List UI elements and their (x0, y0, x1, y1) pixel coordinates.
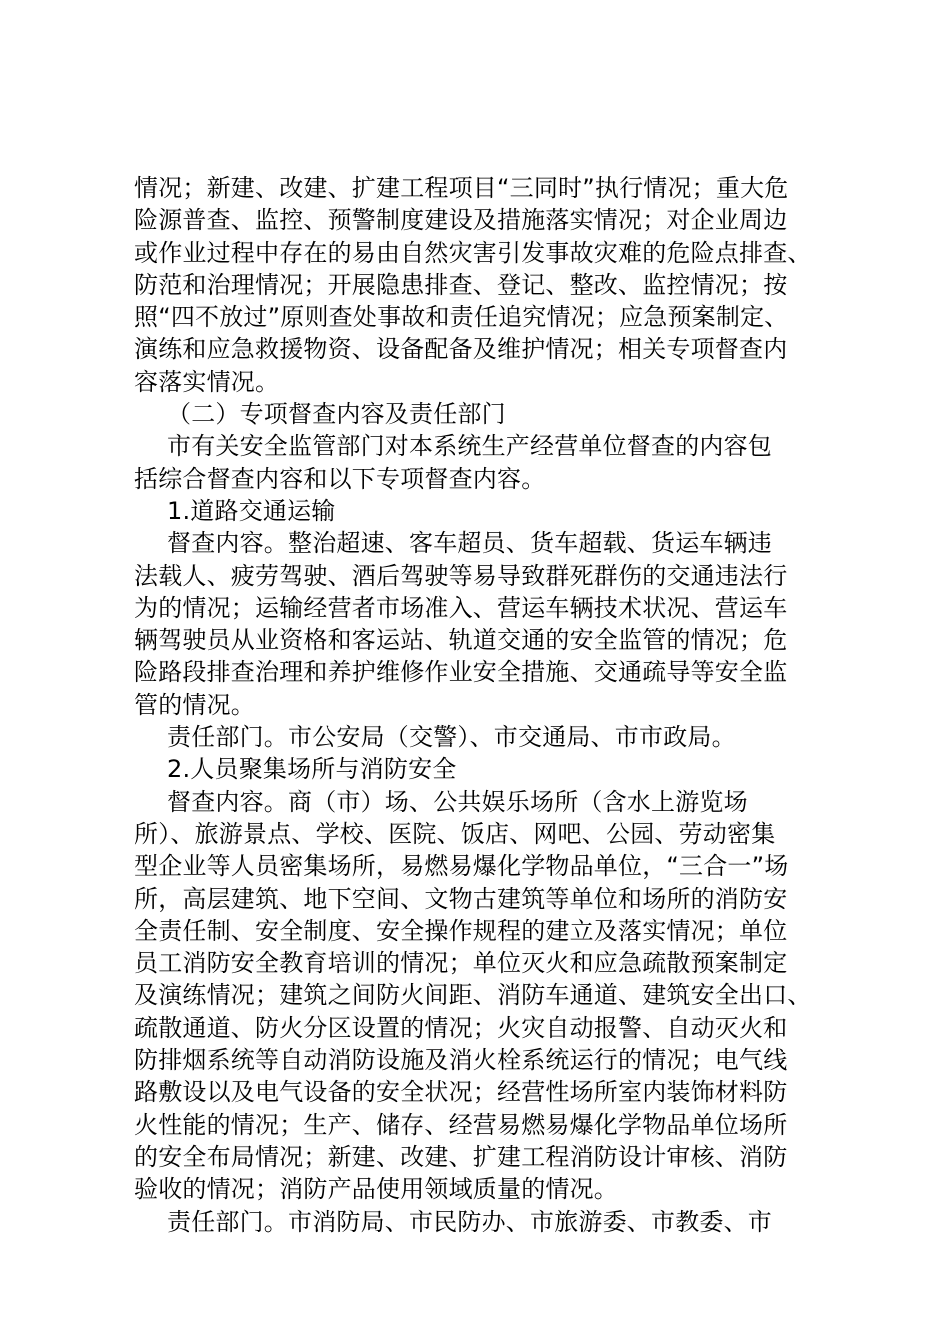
text-line: 火性能的情况；生产、储存、经营易燃易爆化学物品单位场所 (134, 1110, 788, 1139)
text-line: 法载人、疲劳驾驶、酒后驾驶等易导致群死群伤的交通违法行 (134, 561, 788, 590)
text-line: 全责任制、安全制度、安全操作规程的建立及落实情况；单位 (134, 916, 788, 945)
text-line: 管的情况。 (134, 690, 255, 719)
text-line: 演练和应急救援物资、设备配备及维护情况；相关专项督查内 (134, 335, 788, 364)
text-line: 照“四不放过”原则查处事故和责任追究情况；应急预案制定、 (134, 303, 789, 332)
text-line: 疏散通道、防火分区设置的情况；火灾自动报警、自动灭火和 (134, 1013, 788, 1042)
text-line: 辆驾驶员从业资格和客运站、轨道交通的安全监管的情况；危 (134, 626, 788, 655)
text-line: 所，高层建筑、地下空间、文物古建筑等单位和场所的消防安 (134, 884, 788, 913)
text-line: 责任部门。市公安局（交警）、市交通局、市市政局。 (167, 723, 736, 752)
text-line: 督查内容。整治超速、客车超员、货车超载、货运车辆违 (167, 529, 772, 558)
text-line: 的安全布局情况；新建、改建、扩建工程消防设计审核、消防 (134, 1142, 788, 1171)
text-line: 情况；新建、改建、扩建工程项目“三同时”执行情况；重大危 (134, 174, 789, 202)
text-line: 及演练情况；建筑之间防火间距、消防车通道、建筑安全出口、 (134, 981, 812, 1010)
section-heading: （二）专项督查内容及责任部门 (167, 400, 506, 429)
text-line: 容落实情况。 (134, 367, 280, 396)
text-line: 险源普查、监控、预警制度建设及措施落实情况；对企业周边 (134, 206, 788, 235)
subsection-heading: 1.道路交通运输 (167, 496, 336, 525)
text-line: 防排烟系统等自动消防设施及消火栓系统运行的情况；电气线 (134, 1046, 788, 1075)
text-line: 所）、旅游景点、学校、医院、饭店、网吧、公园、劳动密集 (134, 819, 776, 848)
text-line: 型企业等人员密集场所，易燃易爆化学物品单位，“三合一”场 (134, 852, 789, 881)
text-line: 责任部门。市消防局、市民防办、市旅游委、市教委、市 (167, 1207, 772, 1236)
text-line: 督查内容。商（市）场、公共娱乐场所（含水上游览场 (167, 787, 748, 816)
body-text (134, 172, 834, 1238)
text-line: 防范和治理情况；开展隐患排查、登记、整改、监控情况；按 (134, 270, 788, 299)
text-line: 验收的情况；消防产品使用领域质量的情况。 (134, 1175, 618, 1204)
text-line: 或作业过程中存在的易由自然灾害引发事故灾难的危险点排查、 (134, 238, 812, 267)
text-line: 市有关安全监管部门对本系统生产经营单位督查的内容包 (167, 432, 772, 461)
text-line: 为的情况；运输经营者市场准入、营运车辆技术状况、营运车 (134, 593, 788, 622)
text-line: 险路段排查治理和养护维修作业安全措施、交通疏导等安全监 (134, 658, 788, 687)
text-line: 路敷设以及电气设备的安全状况；经营性场所室内装饰材料防 (134, 1078, 788, 1107)
text-line: 员工消防安全教育培训的情况；单位灭火和应急疏散预案制定 (134, 949, 788, 978)
text-line: 括综合督查内容和以下专项督查内容。 (134, 464, 546, 493)
subsection-heading: 2.人员聚集场所与消防安全 (167, 755, 457, 784)
